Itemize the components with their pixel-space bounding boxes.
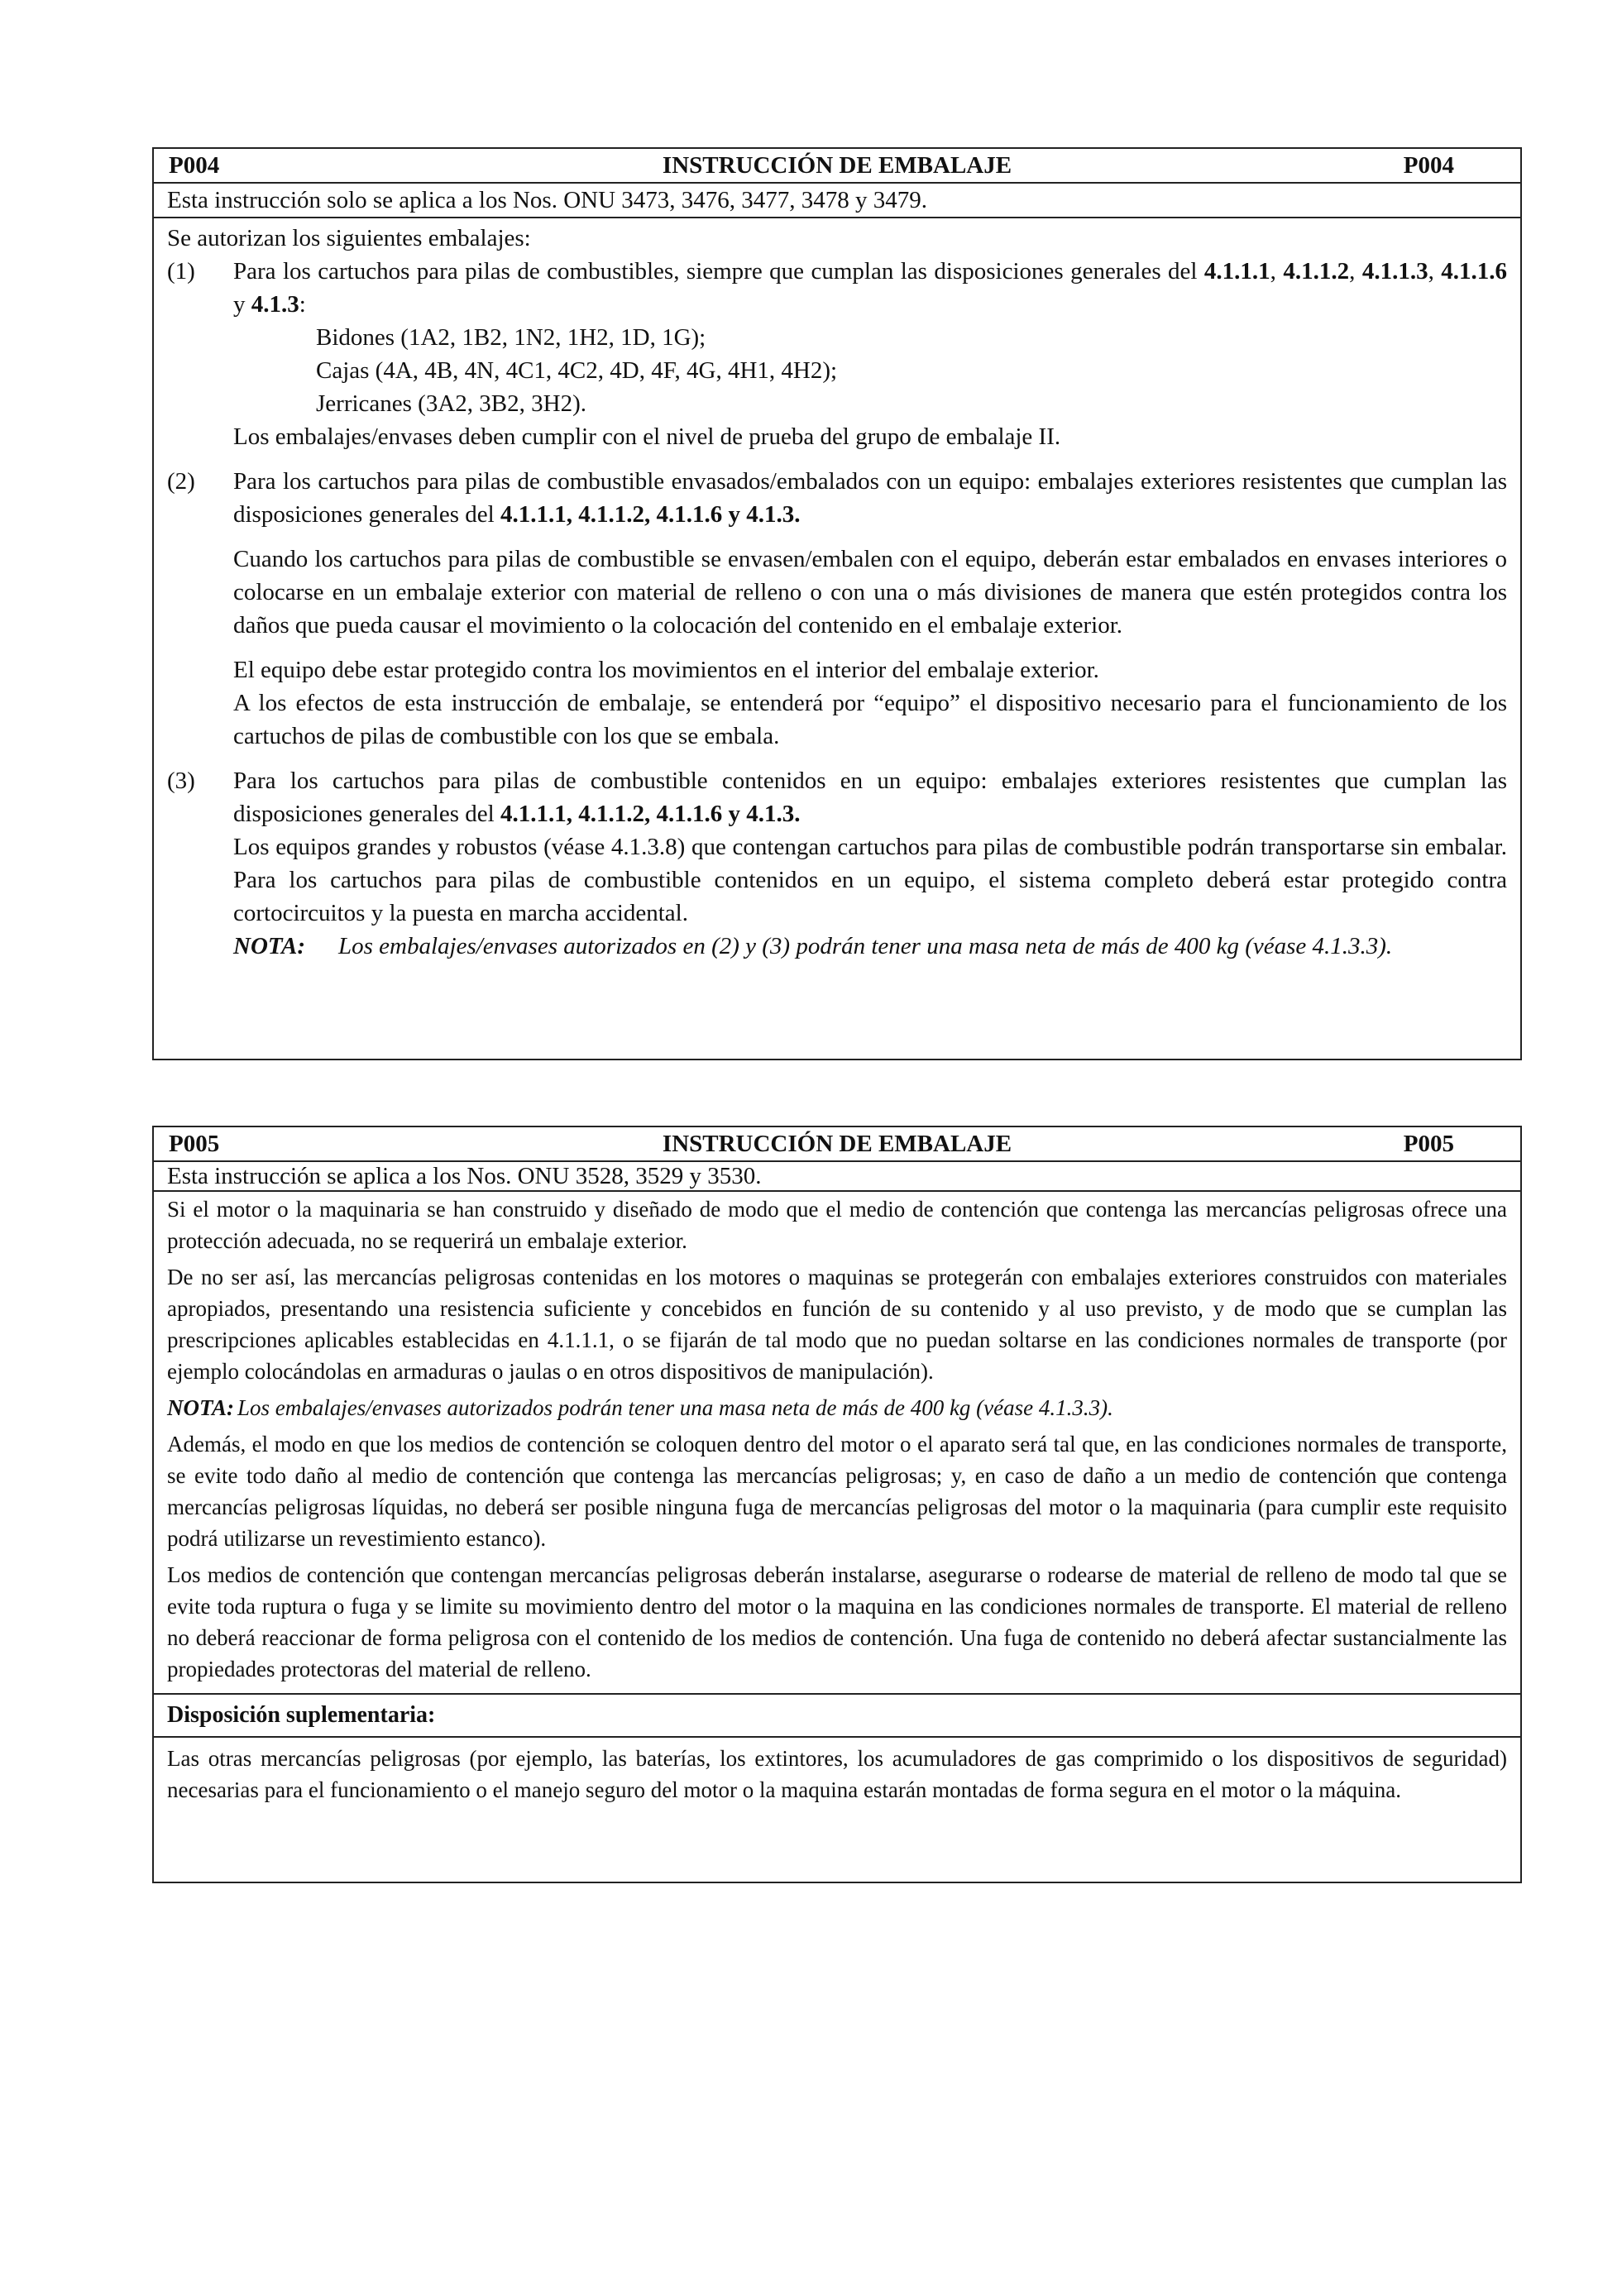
item-3-text: Para los cartuchos para pilas de combustible contenidos en un equipo: embalajes exteriores resistentes que cumplan las disposiciones generales del 4.1.1.1, 4.1.1.2, 4.1.1.6 y 4.1.3. — [233, 768, 1507, 827]
item-2-para: Cuando los cartuchos para pilas de combustible se envasen/embalen con el equipo, deberán estar embalados en envases interiores o colocarse en un embalaje exterior con material de relleno o con una o más divisiones de manera que estén protegidos contra los daños que pueda causar el movimiento o la colocación del contenido en el embalaje exterior. — [233, 546, 1507, 639]
p005-instruction-box — [152, 1126, 1522, 1883]
supplementary-text: Las otras mercancías peligrosas (por ejemplo, las baterías, los extintores, los acumuladores de gas comprimido o los dispositivos de seguridad) necesarias para el funcionamiento o el manejo seguro del motor o la maquina estarán montadas de forma segura en el motor o la máquina. — [167, 1746, 1507, 1802]
item-2-para: A los efectos de esta instrucción de embalaje, se entenderá por “equipo” el dispositivo necesario para el funcionamiento de los cartuchos de pilas de combustible con los que se embala. — [233, 690, 1507, 749]
p005-para: Además, el modo en que los medios de contención se coloquen dentro del motor o el aparato será tal que, en las condiciones normales de transporte, se evite todo daño al medio de contención que contenga las mercancías peligrosas; y, en caso de daño a un medio de contención que contenga mercancías peligrosas líquidas, no deberá ser posible ninguna fuga de mercancías peligrosas del motor o la maquinaria (para cumplir este requisito podrá utilizarse un revestimiento estanco). — [167, 1432, 1507, 1551]
p005-scope-row — [154, 1162, 1520, 1192]
p004-intro: Se autorizan los siguientes embalajes: — [167, 225, 531, 251]
item-1-closing: Los embalajes/envases deben cumplir con el nivel de prueba del grupo de embalaje II. — [233, 423, 1061, 450]
p005-code-left: P005 — [169, 1130, 220, 1157]
p004-note: NOTA: Los embalajes/envases autorizados en (2) y (3) podrán tener una masa neta de más de 400 kg (véase 4.1.3.3). — [233, 933, 1393, 959]
p004-scope-row — [154, 184, 1520, 218]
p005-scope: Esta instrucción se aplica a los Nos. ONU 3528, 3529 y 3530. — [167, 1163, 762, 1189]
p004-code-right: P004 — [1403, 151, 1454, 179]
item-3-para: Los equipos grandes y robustos (véase 4.1.3.8) que contengan cartuchos para pilas de combustible podrán transportarse sin embalar. Para los cartuchos para pilas de combustible contenidos en un equipo, el sistema completo deberá estar protegido contra cortocircuitos y la puesta en marcha accidental. — [233, 834, 1507, 926]
packaging-option: Bidones (1A2, 1B2, 1N2, 1H2, 1D, 1G); — [316, 324, 706, 351]
item-1-text: Para los cartuchos para pilas de combustibles, siempre que cumplan las disposiciones generales del 4.1.1.1, 4.1.1.2, 4.1.1.3, 4.1.1.6 y 4.1.3: — [233, 258, 1508, 318]
p004-code-left: P004 — [169, 151, 220, 179]
item-number: (1) — [167, 258, 195, 285]
p005-body — [154, 1192, 1520, 1695]
p005-para: Si el motor o la maquinaria se han construido y diseñado de modo que el medio de contención que contenga las mercancías peligrosas ofrece una protección adecuada, no se requerirá un embalaje exterior. — [167, 1197, 1507, 1253]
packaging-option: Cajas (4A, 4B, 4N, 4C1, 4C2, 4D, 4F, 4G, 4H1, 4H2); — [316, 357, 838, 384]
p004-body — [154, 218, 1520, 963]
supplementary-title-row — [154, 1695, 1520, 1738]
supplementary-title: Disposición suplementaria: — [167, 1702, 436, 1728]
p004-item-1 — [167, 255, 1507, 453]
p005-para: De no ser así, las mercancías peligrosas contenidas en los motores o maquinas se protegerán con embalajes exteriores construidos con materiales apropiados, presentando una resistencia suficiente y concebidos en función de su contenido y al uso previsto, y de modo que se cumplan las prescripciones aplicables establecidas en 4.1.1.1, o se fijarán de tal modo que no puedan soltarse en las condiciones normales de transporte (por ejemplo colocándolas en armaduras o jaulas o en otros dispositivos de manipulación). — [167, 1265, 1507, 1384]
p005-code-right: P005 — [1403, 1130, 1454, 1157]
p005-header — [154, 1127, 1520, 1162]
item-2-para: El equipo debe estar protegido contra los movimientos en el interior del embalaje exterior. — [233, 657, 1099, 683]
p005-para: Los medios de contención que contengan mercancías peligrosas deberán instalarse, asegurarse o rodearse de material de relleno de modo tal que se evite toda ruptura o fuga y se limite su movimiento dentro del motor o la maquina en las condiciones normales de transporte. El material de relleno no deberá reaccionar de forma peligrosa con el contenido de los medios de contención. Una fuga de contenido no deberá afectar sustancialmente las propiedades protectoras del material de relleno. — [167, 1562, 1507, 1681]
p004-scope: Esta instrucción solo se aplica a los Nos. ONU 3473, 3476, 3477, 3478 y 3479. — [167, 187, 928, 213]
supplementary-text-row — [154, 1738, 1520, 1806]
item-number: (3) — [167, 768, 195, 794]
item-number: (2) — [167, 468, 195, 495]
p004-item-2 — [167, 465, 1507, 753]
p004-title: INSTRUCCIÓN DE EMBALAJE — [662, 151, 1012, 179]
p005-title: INSTRUCCIÓN DE EMBALAJE — [662, 1130, 1012, 1157]
p005-note: NOTA: Los embalajes/envases autorizados podrán tener una masa neta de más de 400 kg (véase 4.1.3.3). — [167, 1395, 1113, 1420]
p004-header — [154, 149, 1520, 184]
packaging-option: Jerricanes (3A2, 3B2, 3H2). — [316, 390, 586, 417]
item-2-text: Para los cartuchos para pilas de combustible envasados/embalados con un equipo: embalajes exteriores resistentes que cumplan las disposiciones generales del 4.1.1.1, 4.1.1.2, 4.1.1.6 y 4.1.3. — [233, 468, 1507, 528]
p004-item-3 — [167, 764, 1507, 963]
p004-instruction-box — [152, 147, 1522, 1060]
